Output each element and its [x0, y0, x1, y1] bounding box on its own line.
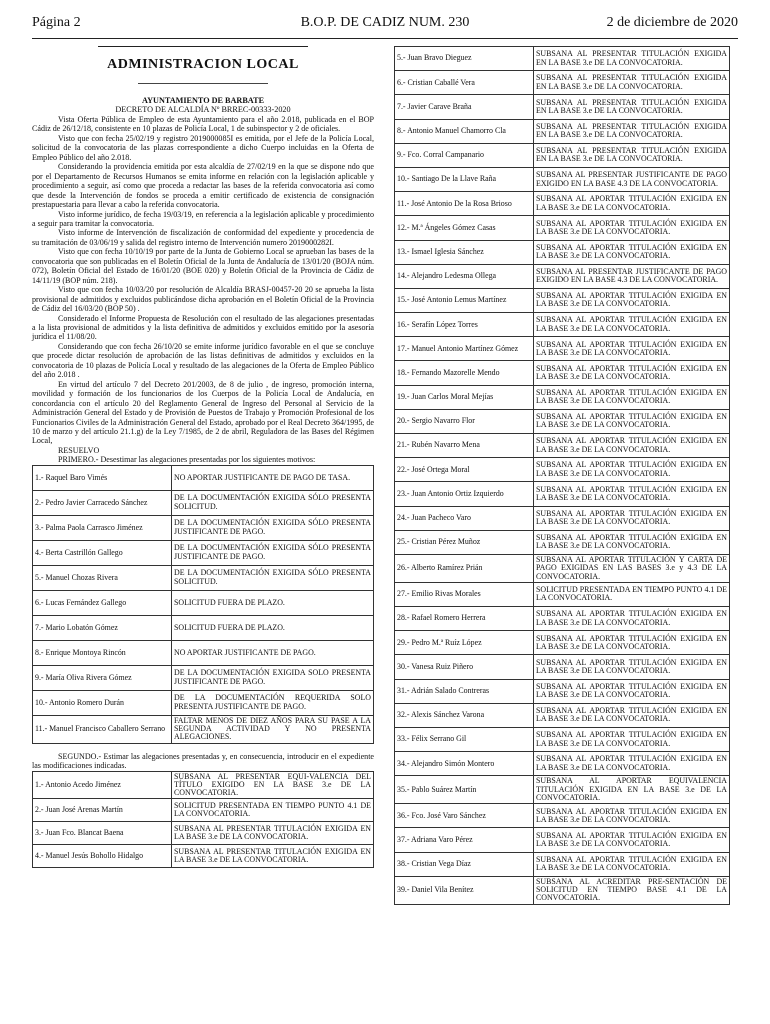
- resolution-reason: SUBSANA AL PRESENTAR EQUI-VALENCIA DEL TÍTULO EXIGIDO EN LA BASE 3.e DE LA CONVOCATORIA.: [172, 771, 374, 799]
- applicant-name: 28.- Rafael Romero Herrera: [395, 607, 534, 631]
- table-row: [395, 409, 730, 433]
- resolution-reason: DE LA DOCUMENTACIÓN EXIGIDA SÓLO PRESENTA JUSTIFICANTE DE PAGO.: [172, 540, 374, 565]
- applicant-name: 31.- Adrián Salado Contreras: [395, 679, 534, 703]
- resolution-reason: SUBSANA AL APORTAR TITULACIÓN EXIGIDA EN LA BASE 3.e DE LA CONVOCATORIA.: [534, 679, 730, 703]
- table-row: [395, 631, 730, 655]
- applicant-name: 37.- Adriana Varo Pérez: [395, 828, 534, 852]
- applicant-name: 38.- Cristian Vega Díaz: [395, 852, 534, 876]
- table-row: [395, 47, 730, 71]
- table-row: [33, 822, 374, 845]
- resolution-reason: SOLICITUD FUERA DE PLAZO.: [172, 615, 374, 640]
- resolution-reason: SUBSANA AL APORTAR TITULACIÓN EXIGIDA EN LA BASE 3.e DE LA CONVOCATORIA.: [534, 313, 730, 337]
- table-row: [395, 361, 730, 385]
- resolution-reason: SUBSANA AL APORTAR TITULACIÓN EXIGIDA EN LA BASE 3.e DE LA CONVOCATORIA.: [534, 288, 730, 312]
- section-title: ADMINISTRACION LOCAL: [107, 57, 299, 72]
- resolution-reason: SUBSANA AL APORTAR TITULACIÓN EXIGIDA EN LA BASE 3.e DE LA CONVOCATORIA.: [534, 852, 730, 876]
- table-row: [33, 845, 374, 868]
- resolution-reason: SUBSANA AL APORTAR TITULACIÓN EXIGIDA EN LA BASE 3.e DE LA CONVOCATORIA.: [534, 506, 730, 530]
- resolution-reason: DE LA DOCUMENTACIÓN EXIGIDA SOLO PRESENTA JUSTIFICANTE DE PAGO.: [172, 665, 374, 690]
- resolution-reason: DE LA DOCUMENTACIÓN EXIGIDA SÓLO PRESENTA JUSTIFICANTE DE PAGO.: [172, 515, 374, 540]
- table-row: [395, 71, 730, 95]
- resolution-reason: SOLICITUD PRESENTADA EN TIEMPO PUNTO 4.1 DE LA CONVOCATORIA.: [172, 799, 374, 822]
- resolution-reason: SOLICITUD FUERA DE PLAZO.: [172, 590, 374, 615]
- resolution-reason: SUBSANA AL PRESENTAR JUSTIFICANTE DE PAGO EXIGIDO EN LA BASE 4.3 DE LA CONVOCATORIA.: [534, 167, 730, 191]
- table-row: [395, 143, 730, 167]
- applicant-name: 2.- Juan José Arenas Martín: [33, 799, 172, 822]
- resolution-reason: SUBSANA AL APORTAR TITULACIÓN EXIGIDA EN LA BASE 3.e DE LA CONVOCATORIA.: [534, 337, 730, 361]
- section-rule-top: [98, 46, 308, 47]
- resolution-reason: SUBSANA AL APORTAR TITULACIÓN EXIGIDA EN LA BASE 3.e DE LA CONVOCATORIA.: [534, 727, 730, 751]
- publication-date: 2 de diciembre de 2020: [606, 15, 738, 30]
- paragraph: Considerando la providencia emitida por esta alcaldía de 27/02/19 en la que se dispone ndo que por el Departamento de Recursos Humanos se emita informe en relación con la legislación aplicable y procedimiento a seguir, así como que proceda a redactar las bases de la referida convocatoria así como que desde la Intervención de fondos se proceda a emitir certificado de existencia de consignación prestapuestaria para llevar a cabo la referida convocatoria.: [32, 162, 374, 210]
- table-row: [395, 727, 730, 751]
- applicant-name: 21.- Rubén Navarro Mena: [395, 434, 534, 458]
- table-row: [33, 615, 374, 640]
- applicant-name: 11.- Manuel Francisco Caballero Serrano: [33, 715, 172, 743]
- section-rule-bottom: [138, 83, 268, 84]
- applicant-name: 30.- Vanesa Ruiz Piñero: [395, 655, 534, 679]
- applicant-name: 3.- Juan Fco. Blancat Baena: [33, 822, 172, 845]
- applicant-name: 27.- Emilio Rivas Morales: [395, 582, 534, 606]
- applicant-name: 22.- José Ortega Moral: [395, 458, 534, 482]
- resolution-reason: SUBSANA AL PRESENTAR TITULACIÓN EXIGIDA EN LA BASE 3.e DE LA CONVOCATORIA.: [172, 822, 374, 845]
- table-row: [395, 776, 730, 804]
- table-row: [395, 828, 730, 852]
- resolution-reason: SUBSANA AL APORTAR TITULACIÓN EXIGIDA EN LA BASE 3.e DE LA CONVOCATORIA.: [534, 385, 730, 409]
- applicant-name: 5.- Manuel Chozas Rivera: [33, 565, 172, 590]
- resolution-reason: SUBSANA AL APORTAR TITULACIÓN Y CARTA DE PAGO EXIGIDAS EN LAS BASES 3.e y 4.3 DE LA CONVOCATORIA.: [534, 554, 730, 582]
- applicant-name: 10.- Antonio Romero Durán: [33, 690, 172, 715]
- resolution-reason: SUBSANA AL PRESENTAR TITULACIÓN EXIGIDA EN LA BASE 3.e DE LA CONVOCATORIA.: [534, 95, 730, 119]
- resolution-reason: SUBSANA AL PRESENTAR TITULACIÓN EXIGIDA EN LA BASE 3.e DE LA CONVOCATORIA.: [534, 119, 730, 143]
- applicant-name: 13.- Ismael Iglesia Sánchez: [395, 240, 534, 264]
- table-row: [395, 385, 730, 409]
- applicant-name: 17.- Manuel Antonio Martínez Gómez: [395, 337, 534, 361]
- applicant-name: 35.- Pablo Suárez Martín: [395, 776, 534, 804]
- applicant-name: 32.- Alexis Sánchez Varona: [395, 703, 534, 727]
- applicant-name: 34.- Alejandro Simón Montero: [395, 752, 534, 776]
- applicant-name: 12.- M.ª Ángeles Gómez Casas: [395, 216, 534, 240]
- table-row: [395, 264, 730, 288]
- applicant-name: 5.- Juan Bravo Dieguez: [395, 47, 534, 71]
- applicant-name: 15.- José Antonio Lemus Martínez: [395, 288, 534, 312]
- resolution-reason: SUBSANA AL APORTAR TITULACIÓN EXIGIDA EN LA BASE 3.e DE LA CONVOCATORIA.: [534, 655, 730, 679]
- applicant-name: 2.- Pedro Javier Carracedo Sánchez: [33, 490, 172, 515]
- accepted-allegations-table-left: [32, 771, 374, 869]
- table-row: [395, 554, 730, 582]
- applicant-name: 20.- Sergio Navarro Flor: [395, 409, 534, 433]
- page-number: Página 2: [32, 15, 81, 30]
- table-row: [395, 655, 730, 679]
- paragraph: Visto informe de Intervención de fiscalización de conformidad del expediente y procedencia de su tramitación de 03/06/19 y salida del registro interno de Intervención numero 2019000282I.: [32, 228, 374, 247]
- applicant-name: 36.- Fco. José Varo Sánchez: [395, 804, 534, 828]
- resolution-reason: SUBSANA AL ACREDITAR PRE-SENTACIÓN DE SOLICITUD EN TIEMPO BASE 4.1 DE LA CONVOCATORIA.: [534, 876, 730, 904]
- applicant-name: 3.- Palma Paola Carrasco Jiménez: [33, 515, 172, 540]
- table-row: [33, 771, 374, 799]
- table-row: [395, 167, 730, 191]
- resolution-reason: SUBSANA AL APORTAR TITULACIÓN EXIGIDA EN LA BASE 3.e DE LA CONVOCATORIA.: [534, 804, 730, 828]
- table-row: [395, 852, 730, 876]
- table-row: [33, 665, 374, 690]
- applicant-name: 1.- Raquel Baro Vimés: [33, 465, 172, 490]
- resolution-reason: SUBSANA AL PRESENTAR TITULACIÓN EXIGIDA EN LA BASE 3.e DE LA CONVOCATORIA.: [172, 845, 374, 868]
- applicant-name: 19.- Juan Carlos Moral Mejías: [395, 385, 534, 409]
- right-column: [394, 46, 730, 905]
- table-row: [33, 640, 374, 665]
- resolution-reason: DE LA DOCUMENTACIÓN REQUERIDA SOLO PRESENTA JUSTIFICANTE DE PAGO.: [172, 690, 374, 715]
- ayuntamiento-heading: AYUNTAMIENTO DE BARBATE: [141, 96, 265, 105]
- resolution-reason: SUBSANA AL APORTAR TITULACIÓN EXIGIDA EN LA BASE 3.e DE LA CONVOCATORIA.: [534, 240, 730, 264]
- table-row: [395, 679, 730, 703]
- resolution-reason: SUBSANA AL APORTAR TITULACIÓN EXIGIDA EN LA BASE 3.e DE LA CONVOCATORIA.: [534, 361, 730, 385]
- decree-body: [32, 115, 374, 465]
- table-row: [395, 337, 730, 361]
- table-row: [33, 465, 374, 490]
- page-header: [32, 12, 738, 39]
- applicant-name: 33.- Félix Serrano Gil: [395, 727, 534, 751]
- applicant-name: 29.- Pedro M.ª Ruíz López: [395, 631, 534, 655]
- table-row: [33, 490, 374, 515]
- table-row: [395, 607, 730, 631]
- table-row: [395, 703, 730, 727]
- table-row: [395, 506, 730, 530]
- table-row: [395, 192, 730, 216]
- table-row: [395, 288, 730, 312]
- applicant-name: 18.- Fernando Mazorelle Mendo: [395, 361, 534, 385]
- table-row: [395, 752, 730, 776]
- publication-title: B.O.P. DE CADIZ NUM. 230: [300, 15, 470, 30]
- applicant-name: 4.- Berta Castrillón Gallego: [33, 540, 172, 565]
- applicant-name: 16.- Serafín López Torres: [395, 313, 534, 337]
- resolution-reason: NO APORTAR JUSTIFICANTE DE PAGO.: [172, 640, 374, 665]
- table-row: [395, 582, 730, 606]
- resolution-reason: SUBSANA AL APORTAR TITULACIÓN EXIGIDA EN LA BASE 3.e DE LA CONVOCATORIA.: [534, 752, 730, 776]
- paragraph: Considerando que con fecha 26/10/20 se emite informe jurídico favorable en el que se concluye que procede dictar resolución de aprobación de las listas definitivas de admitidos y excluidos en la convocatoria de 10 plazas de Policía Local y resultado de las alegaciones de la Oferta de Empleo Público del año 2.018 .: [32, 341, 374, 380]
- applicant-name: 8.- Enrique Montoya Rincón: [33, 640, 172, 665]
- paragraph: Considerado el Informe Propuesta de Resolución con el resultado de las alegaciones presentadas a la lista provisional de admitidos y la lista definitiva de admitidos y excluidos emitido por la asesoría jurídica el 11/08/20.: [32, 313, 374, 342]
- table-row: [395, 119, 730, 143]
- table-row: [395, 458, 730, 482]
- paragraph: Vista Oferta Pública de Empleo de esta Ayuntamiento para el año 2.018, publicada en el BOP Cádiz de 26/12/18, consistente en 10 plazas de Policía Local, 1 de subinspector y 2 de oficiales.: [32, 115, 374, 134]
- paragraph: Visto que con fecha 10/10/19 por parte de la Junta de Gobierno Local se aprueban las bases de la convocatoria que son publicadas en el Boletín Oficial de la Junta de Andalucía de 13/01/20 (BOJA núm. 072), Boletín Oficial del Estado de 16/01/20 (BOE 020) y Boletín Oficial de la Provincia de Cádiz de 14/11/19 (BOP núm. 218).: [32, 247, 374, 285]
- applicant-name: 4.- Manuel Jesús Bohollo Hidalgo: [33, 845, 172, 868]
- applicant-name: 9.- María Oliva Rivera Gómez: [33, 665, 172, 690]
- paragraph: Visto que con fecha 10/03/20 por resolución de Alcaldía BRASJ-00457-20 20 se aprueba la lista provisional de admitidos y excluidos publicándose dicha aprobación en el Boletín Oficial de la Provincia de Cádiz del 16/03/20 (BOP 50) .: [32, 285, 374, 314]
- applicant-name: 11.- José Antonio De la Rosa Brioso: [395, 192, 534, 216]
- resolution-reason: SUBSANA AL APORTAR EQUIVALENCIA TITULACIÓN EXIGIDA EN LA BASE 3.e DE LA CONVOCATORIA.: [534, 776, 730, 804]
- applicant-name: 39.- Daniel Vila Benítez: [395, 876, 534, 904]
- resolution-reason: SUBSANA AL APORTAR TITULACIÓN EXIGIDA EN LA BASE 3.e DE LA CONVOCATORIA.: [534, 434, 730, 458]
- applicant-name: 26.- Alberto Ramírez Prián: [395, 554, 534, 582]
- resolution-reason: SUBSANA AL APORTAR TITULACIÓN EXIGIDA EN LA BASE 3.e DE LA CONVOCATORIA.: [534, 631, 730, 655]
- table-row: [395, 530, 730, 554]
- decreto-heading: DECRETO DE ALCALDÍA Nº BRREC-00333-2020: [115, 105, 291, 114]
- table-row: [395, 434, 730, 458]
- resolution-reason: SUBSANA AL APORTAR TITULACIÓN EXIGIDA EN LA BASE 3.e DE LA CONVOCATORIA.: [534, 482, 730, 506]
- resolution-reason: SUBSANA AL PRESENTAR JUSTIFICANTE DE PAGO EXIGIDO EN LA BASE 4.3 DE LA CONVOCATORIA.: [534, 264, 730, 288]
- resolution-reason: SUBSANA AL APORTAR TITULACIÓN EXIGIDA EN LA BASE 3.e DE LA CONVOCATORIA.: [534, 216, 730, 240]
- table-row: [33, 715, 374, 743]
- resolution-reason: SUBSANA AL PRESENTAR TITULACIÓN EXIGIDA EN LA BASE 3.e DE LA CONVOCATORIA.: [534, 47, 730, 71]
- table-row: [33, 515, 374, 540]
- rejected-allegations-table: [32, 465, 374, 744]
- table-row: [395, 240, 730, 264]
- applicant-name: 24.- Juan Pacheco Varo: [395, 506, 534, 530]
- applicant-name: 14.- Alejandro Ledesma Ollega: [395, 264, 534, 288]
- table-row: [395, 482, 730, 506]
- paragraph: En virtud del artículo 7 del Decreto 201/2003, de 8 de julio , de ingreso, promoción interna, movilidad y formación de los funcionarios de los Cuerpos de la Policía Local de Andalucía, en concordancia con el artículo 20 del Reglamento General de Ingreso del Personal al Servicio de la Administración General del Estado y de Provisión de Puestos de Trabajo y Promoción Profesional de los Funcionarios Civiles de la Administración General del Estado, aprobado por el Real Decreto 364/1995, de 10 de marzo y del artículo 21.1.g) de la Ley 7/1985, de 2 de abril, Reguladora de las Bases del Régimen Local,: [32, 379, 374, 446]
- resolution-reason: SUBSANA AL APORTAR TITULACIÓN EXIGIDA EN LA BASE 3.e DE LA CONVOCATORIA.: [534, 409, 730, 433]
- applicant-name: 8.- Antonio Manuel Chamorro Cla: [395, 119, 534, 143]
- resolution-reason: SUBSANA AL PRESENTAR TITULACIÓN EXIGIDA EN LA BASE 3.e DE LA CONVOCATORIA.: [534, 71, 730, 95]
- resolution-reason: NO APORTAR JUSTIFICANTE DE PAGO DE TASA.: [172, 465, 374, 490]
- primero-paragraph: PRIMERO.- Desestimar las alegaciones presentadas por los siguientes motivos:: [58, 455, 316, 465]
- applicant-name: 23.- Juan Antonio Ortiz Izquierdo: [395, 482, 534, 506]
- resolution-reason: SUBSANA AL APORTAR TITULACIÓN EXIGIDA EN LA BASE 3.e DE LA CONVOCATORIA.: [534, 828, 730, 852]
- table-row: [395, 876, 730, 904]
- paragraph: Visto informe jurídico, de fecha 19/03/19, en referencia a la legislación aplicable y procedimiento a seguir para tramitar la convocatoria.: [32, 209, 374, 228]
- applicant-name: 6.- Cristian Caballé Vera: [395, 71, 534, 95]
- table-row: [395, 95, 730, 119]
- resolution-reason: SUBSANA AL APORTAR TITULACIÓN EXIGIDA EN LA BASE 3.e DE LA CONVOCATORIA.: [534, 703, 730, 727]
- applicant-name: 25.- Cristian Pérez Muñoz: [395, 530, 534, 554]
- table-row: [395, 804, 730, 828]
- table-row: [395, 313, 730, 337]
- resolution-reason: DE LA DOCUMENTACIÓN EXIGIDA SÓLO PRESENTA SOLICITUD.: [172, 490, 374, 515]
- applicant-name: 7.- Javier Carave Braña: [395, 95, 534, 119]
- applicant-name: 10.- Santiago De la Llave Raña: [395, 167, 534, 191]
- resolution-reason: SUBSANA AL APORTAR TITULACIÓN EXIGIDA EN LA BASE 3.e DE LA CONVOCATORIA.: [534, 607, 730, 631]
- table-row: [395, 216, 730, 240]
- applicant-name: 7.- Mario Lobatón Gómez: [33, 615, 172, 640]
- applicant-name: 1.- Antonio Acedo Jiménez: [33, 771, 172, 799]
- table-row: [33, 799, 374, 822]
- table-row: [33, 540, 374, 565]
- left-column: [32, 46, 374, 868]
- table-row: [33, 565, 374, 590]
- paragraph: Visto que con fecha 25/02/19 y registro 2019000085I es emitida, por el Jefe de la Policía Local, solicitud de la convocatoria de las plazas correspondiente a dicho Cuerpo incluidas en la Oferta de Empleo Público del año 2.018.: [32, 133, 374, 162]
- resolution-reason: SOLICITUD PRESENTADA EN TIEMPO PUNTO 4.1 DE LA CONVOCATORIA.: [534, 582, 730, 606]
- resolution-reason: SUBSANA AL PRESENTAR TITULACIÓN EXIGIDA EN LA BASE 3.e DE LA CONVOCATORIA.: [534, 143, 730, 167]
- applicant-name: 6.- Lucas Fernández Gallego: [33, 590, 172, 615]
- accepted-allegations-table-right: [394, 46, 730, 905]
- applicant-name: 9.- Fco. Corral Campanario: [395, 143, 534, 167]
- resolution-reason: SUBSANA AL APORTAR TITULACIÓN EXIGIDA EN LA BASE 3.e DE LA CONVOCATORIA.: [534, 192, 730, 216]
- resolution-reason: SUBSANA AL APORTAR TITULACIÓN EXIGIDA EN LA BASE 3.e DE LA CONVOCATORIA.: [534, 530, 730, 554]
- resolution-reason: DE LA DOCUMENTACIÓN EXIGIDA SÓLO PRESENTA SOLICITUD.: [172, 565, 374, 590]
- resolution-reason: FALTAR MENOS DE DIEZ AÑOS PARA SU PASE A LA SEGUNDA ACTIVIDAD Y NO PRESENTA ALEGACIONES.: [172, 715, 374, 743]
- resolution-reason: SUBSANA AL APORTAR TITULACIÓN EXIGIDA EN LA BASE 3.e DE LA CONVOCATORIA.: [534, 458, 730, 482]
- resuelvo-label: RESUELVO: [58, 445, 100, 455]
- table-row: [33, 590, 374, 615]
- table-row: [33, 690, 374, 715]
- segundo-paragraph: SEGUNDO.- Estimar las alegaciones presentadas y, en consecuencia, introducir en el expediente las modificaciones indicadas.: [32, 751, 374, 771]
